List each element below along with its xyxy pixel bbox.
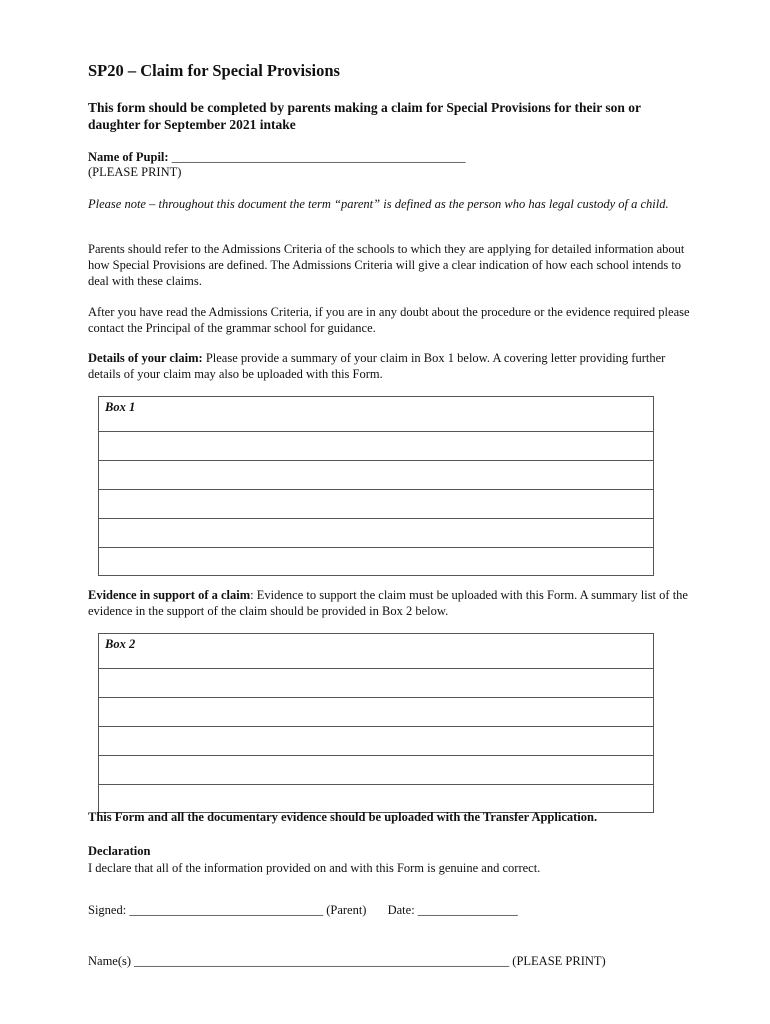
box-1-line[interactable] (99, 489, 653, 518)
pupil-name-field[interactable]: _______________________________________________ (171, 150, 466, 164)
evidence-label: Evidence in support of a claim (88, 588, 251, 602)
box-2 (98, 633, 654, 813)
box-2-line[interactable] (99, 697, 653, 726)
box-1-line[interactable] (99, 518, 653, 547)
box-1-line[interactable] (99, 460, 653, 489)
box-1-header (99, 397, 653, 431)
page-title: SP20 – Claim for Special Provisions (88, 61, 340, 80)
names-field[interactable]: ____________________________________________________________ (134, 954, 510, 968)
date-field[interactable]: ________________ (417, 903, 518, 917)
signature-field[interactable]: _______________________________ (129, 903, 324, 917)
box-2-line[interactable] (99, 726, 653, 755)
pupil-print-note: (PLEASE PRINT) (88, 165, 182, 179)
box-2-label: Box 2 (105, 637, 136, 651)
upload-instruction: This Form and all the documentary evidence should be uploaded with the Transfer Application. (88, 810, 598, 824)
pupil-name-label: Name of Pupil: (88, 150, 169, 164)
signature-row (88, 903, 518, 918)
declaration-text: I declare that all of the information provided on and with this Form is genuine and correct. (88, 861, 541, 875)
admissions-criteria-paragraph: Parents should refer to the Admissions Criteria of the schools to which they are applying for detailed information about how Special Provisions are defined. The Admissions Criteria will give a clear indication of how each school intends to deal with these claims. (88, 242, 685, 288)
details-label: Details of your claim: (88, 351, 203, 365)
box-2-line[interactable] (99, 784, 653, 812)
evidence-text: : Evidence to support the claim must be uploaded with this Form. A summary list of the evidence in the support of the claim should be provided in Box 2 below. (88, 588, 688, 618)
names-label: Name(s) (88, 954, 132, 968)
names-row (88, 954, 606, 969)
box-1-label: Box 1 (105, 400, 136, 414)
box-1-line[interactable] (99, 431, 653, 460)
box-2-line[interactable] (99, 668, 653, 697)
signed-label: Signed: (88, 903, 127, 917)
details-text: Please provide a summary of your claim in Box 1 below. A covering letter providing further details of your claim may also be uploaded with this Form. (88, 351, 666, 381)
guidance-paragraph: After you have read the Admissions Criteria, if you are in any doubt about the procedure or the evidence required please contact the Principal of the grammar school for guidance. (88, 305, 690, 335)
date-label: Date: (387, 903, 415, 917)
box-2-header (99, 634, 653, 668)
declaration-heading: Declaration (88, 844, 151, 858)
box-2-line[interactable] (99, 755, 653, 784)
parent-label: (Parent) (326, 903, 367, 917)
box-1 (98, 396, 654, 576)
pupil-name-section (88, 150, 465, 180)
details-paragraph (88, 350, 698, 382)
intro-text: This form should be completed by parents making a claim for Special Provisions for their son or daughter for September 2021 intake (88, 100, 641, 132)
parent-definition-note: Please note – throughout this document the term “parent” is defined as the person who has legal custody of a child. (88, 197, 669, 211)
box-1-line[interactable] (99, 547, 653, 575)
evidence-paragraph (88, 587, 698, 619)
names-print-note: (PLEASE PRINT) (512, 954, 606, 968)
